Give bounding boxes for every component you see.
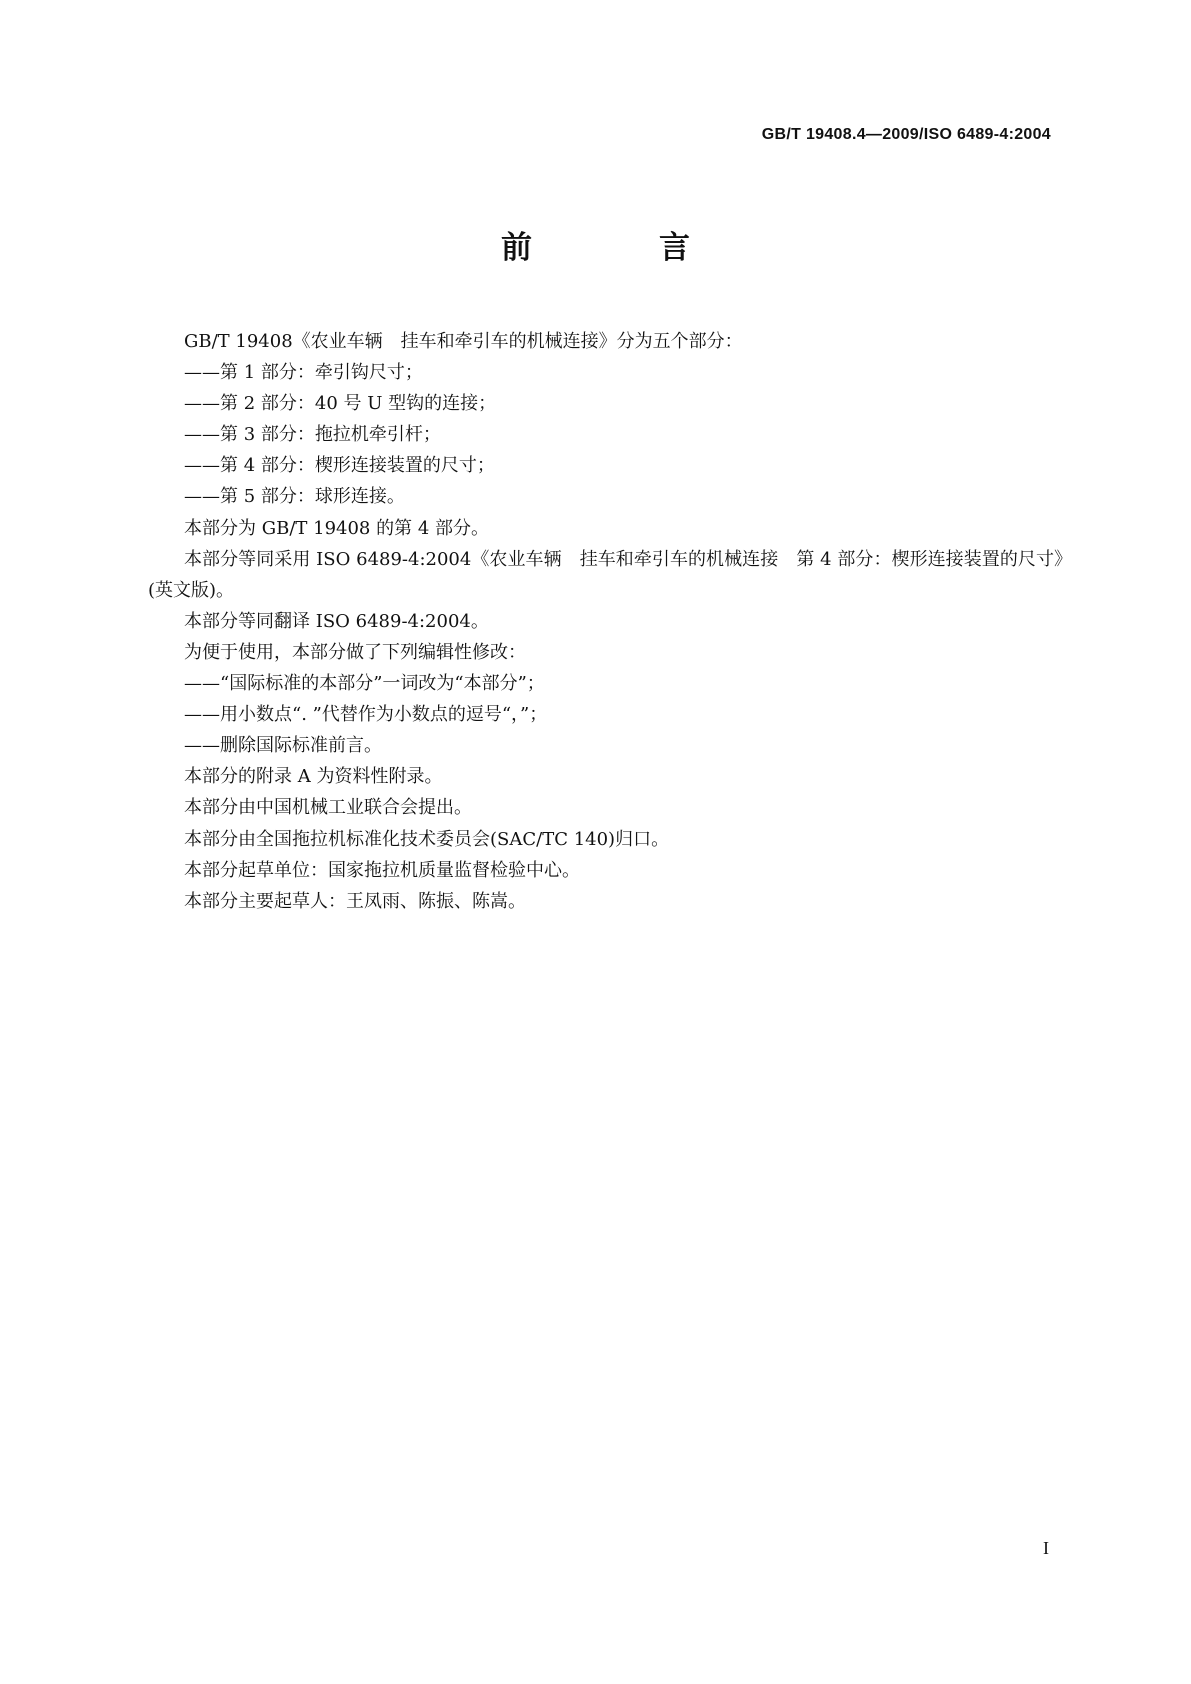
- page-number: I: [1043, 1538, 1049, 1558]
- paragraph-annex: 本部分的附录 A 为资料性附录。: [184, 766, 443, 788]
- paragraph-part-statement: 本部分为 GB/T 19408 的第 4 部分。: [184, 517, 489, 539]
- foreword-body: [148, 326, 1063, 917]
- list-item-edit-3: ——删除国际标准前言。: [184, 735, 382, 757]
- list-item-part-4: ——第 4 部分：楔形连接装置的尺寸；: [184, 455, 495, 477]
- list-item-part-5: ——第 5 部分：球形连接。: [184, 486, 405, 508]
- paragraph-committee: 本部分由全国拖拉机标准化技术委员会(SAC/TC 140)归口。: [184, 828, 670, 850]
- paragraph-adoption: 本部分等同采用 ISO 6489-4:2004《农业车辆 挂车和牵引车的机械连接 第 4 部分：楔形连接装置的尺寸》(英文版)。: [148, 548, 1063, 601]
- list-item-part-1: ——第 1 部分：牵引钩尺寸；: [184, 362, 423, 384]
- paragraph-translation: 本部分等同翻译 ISO 6489-4:2004。: [184, 610, 489, 632]
- paragraph-drafting-unit: 本部分起草单位：国家拖拉机质量监督检验中心。: [184, 859, 580, 881]
- list-item-part-3: ——第 3 部分：拖拉机牵引杆；: [184, 424, 441, 446]
- page-title: 前 言: [501, 230, 738, 266]
- list-item-edit-2: ——用小数点“. ”代替作为小数点的逗号“，”；: [184, 704, 548, 726]
- paragraph-proposer: 本部分由中国机械工业联合会提出。: [184, 797, 472, 819]
- paragraph-edits-intro: 为便于使用，本部分做了下列编辑性修改：: [184, 641, 526, 663]
- list-item-part-2: ——第 2 部分：40 号 U 型钩的连接；: [184, 393, 497, 415]
- paragraph-drafters: 本部分主要起草人：王凤雨、陈振、陈嵩。: [184, 890, 526, 912]
- list-item-edit-1: ——“国际标准的本部分”一词改为“本部分”；: [184, 673, 545, 695]
- paragraph-intro: GB/T 19408《农业车辆 挂车和牵引车的机械连接》分为五个部分：: [184, 331, 743, 352]
- standard-code-header: GB/T 19408.4—2009/ISO 6489-4:2004: [761, 126, 1051, 143]
